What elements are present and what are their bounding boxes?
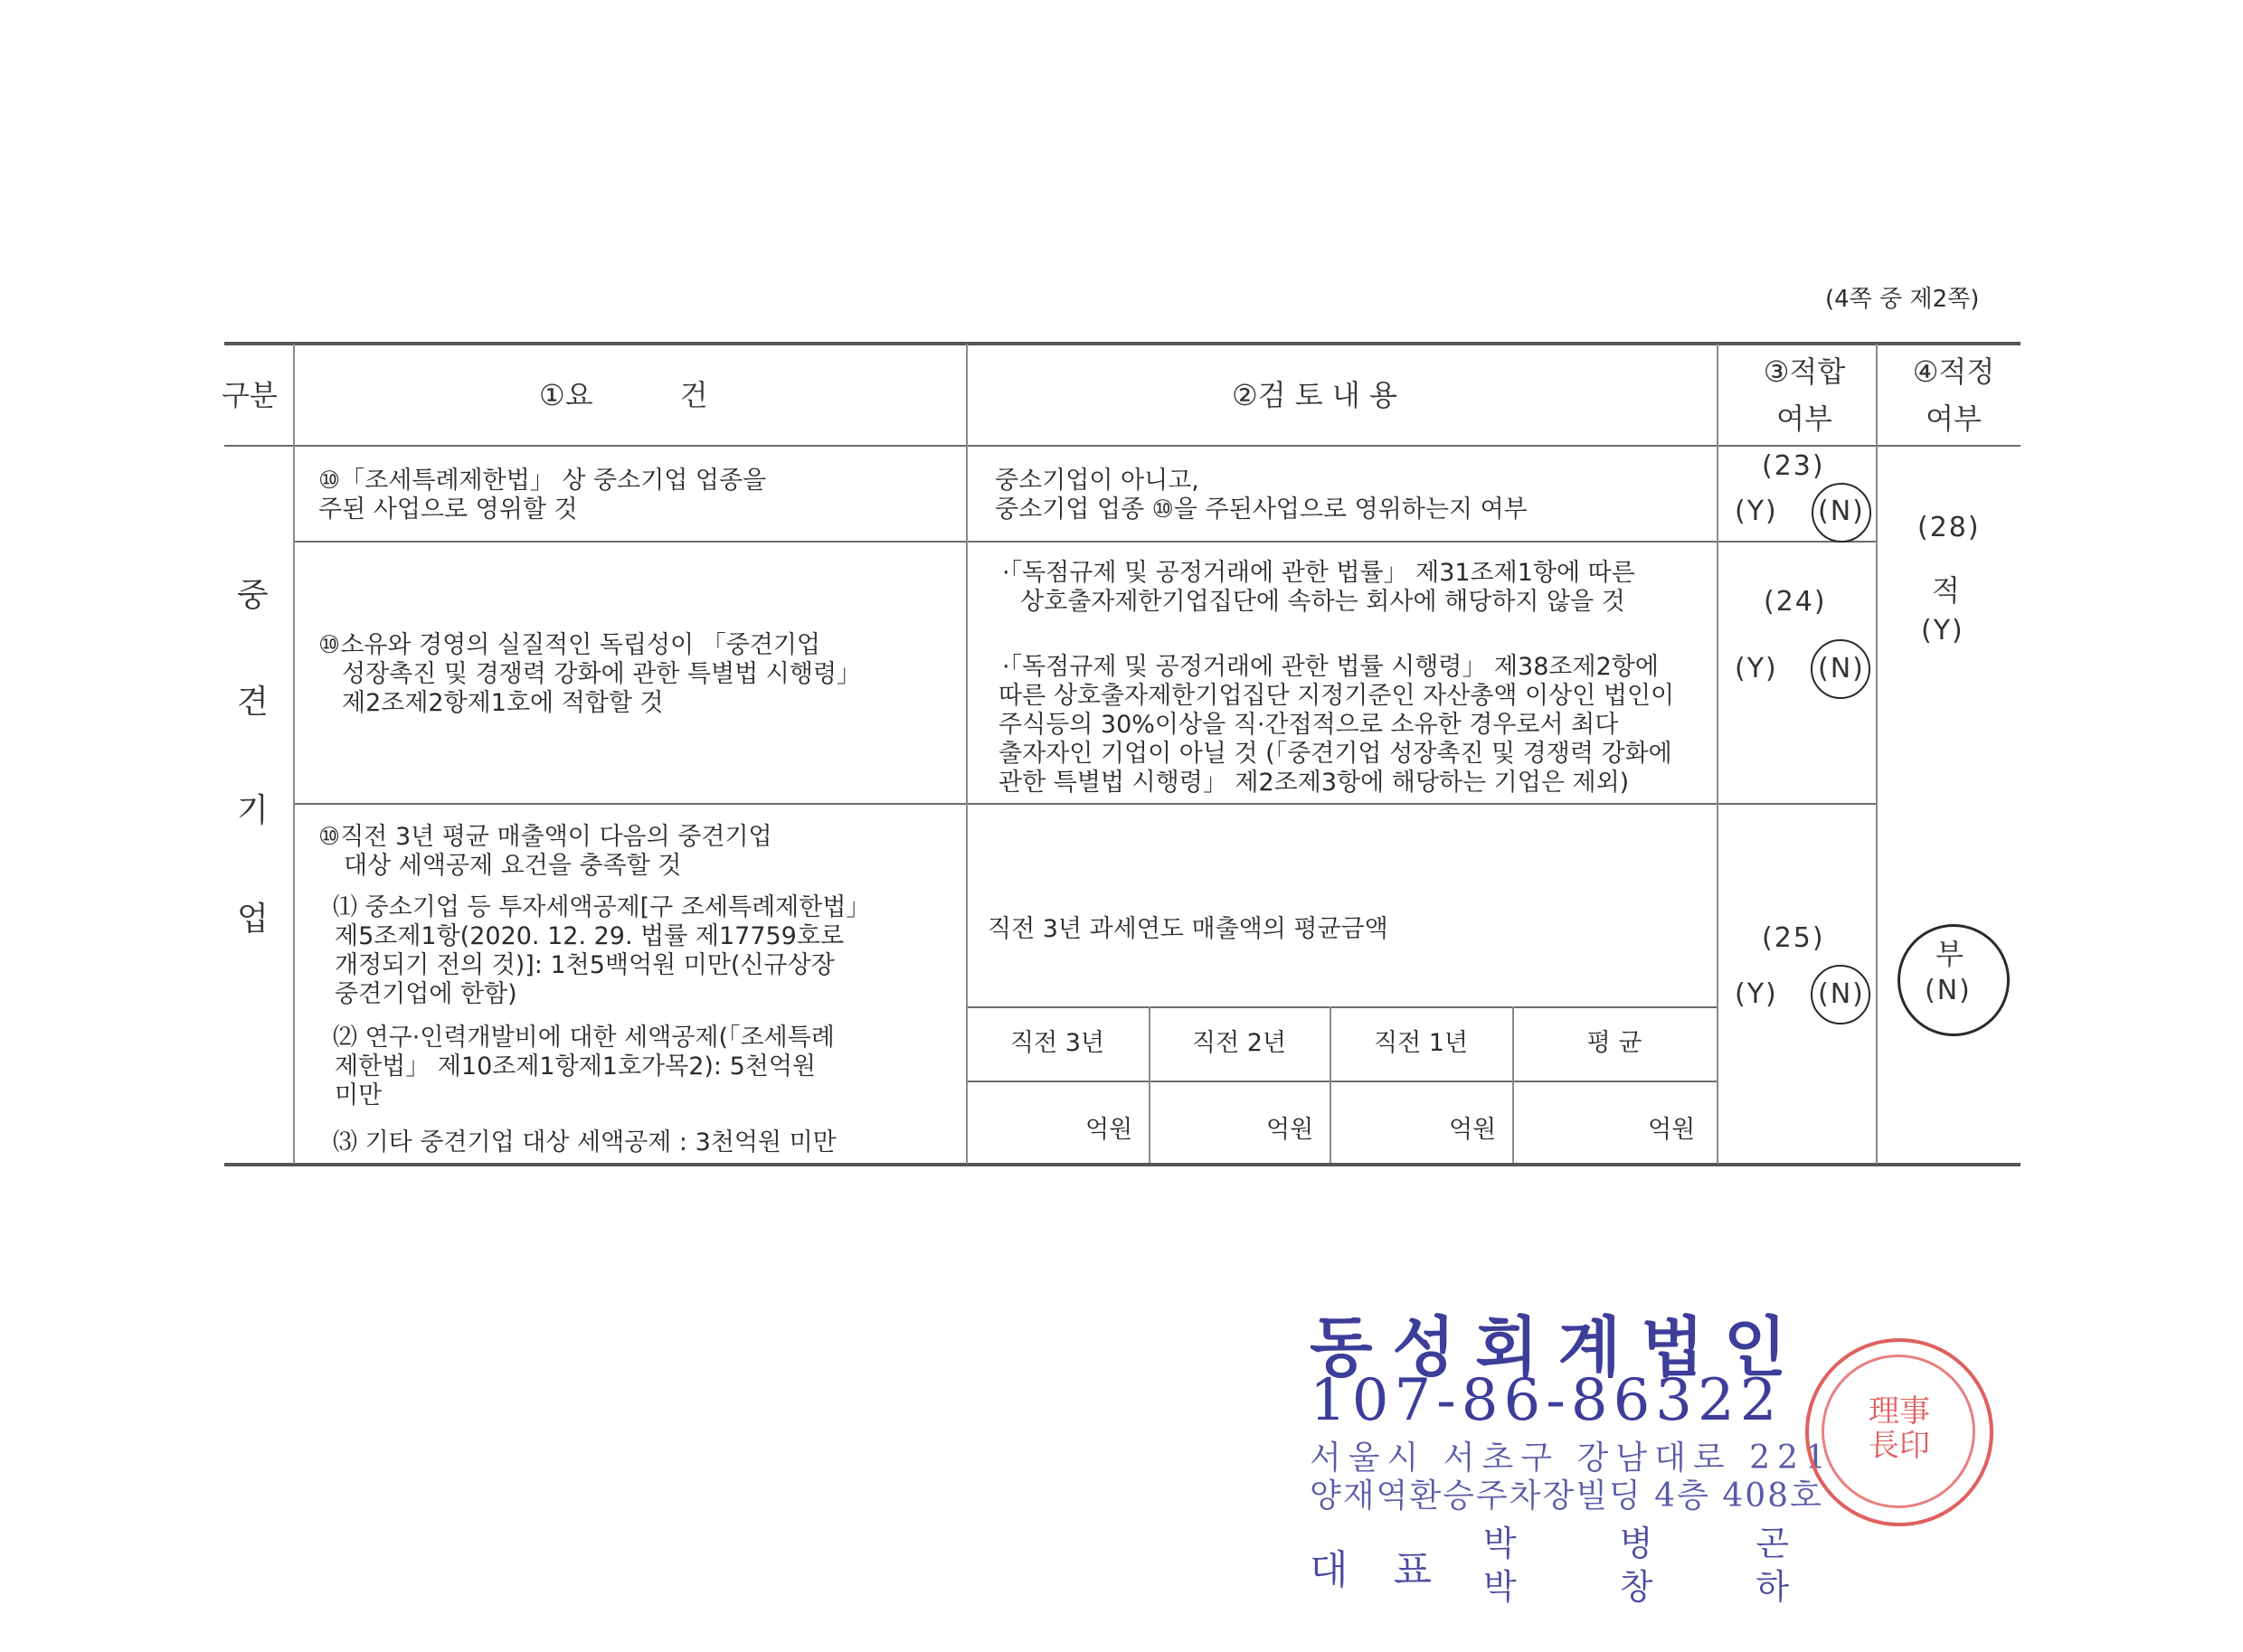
header-review: ②검 토 내 용 [1232,378,1397,412]
table-bottom-border [224,1163,2021,1166]
suitability-top-yn: (Y) [1921,615,1964,647]
row2-requirement-line3: 제2조제2항제1호에 적합할 것 [342,689,664,717]
stamp-address2: 양재역환승주차장빌딩 4층 408호 [1310,1477,1823,1515]
row3-item1-line4: 중견기업에 한함) [335,980,517,1008]
unit-year3: 억원 [1085,1116,1133,1144]
row1-review-line1: 중소기업이 아니고, [995,467,1199,495]
row3-item1-line2: 제5조제1항(2020. 12. 29. 법률 제17759호로 [335,922,845,950]
row3-item2-line3: 미만 [335,1081,383,1109]
suitability-bottom-value: 부 [1935,937,1964,971]
row2-n: (N) [1818,653,1865,684]
header-suitability: ④적정 여부 [1912,354,1995,436]
row3-n: (N) [1818,978,1865,1010]
stamp-firm-name: 동성회계법인 [1310,1308,1807,1385]
row2-review-b-line4: 출자자인 기업이 아닐 것 (「중견기업 성장촉진 및 경쟁력 강화에 [998,740,1672,768]
subheader-bottom [966,1081,1717,1082]
stamp-reg-no: 107-86-86322 [1310,1367,1783,1434]
row3-item3-line1: ⑶ 기타 중견기업 대상 세액공제 : 3천억원 미만 [333,1128,837,1156]
category-char-1: 중 [237,577,269,614]
subheader-year1: 직전 1년 [1373,1029,1468,1057]
row2-review-b-line3: 주식등의 30%이상을 직·간접적으로 소유한 경우로서 최다 [998,711,1619,739]
seal-text: 理事長印 [1869,1393,1930,1464]
row1-number: (23) [1762,450,1825,482]
page-indicator: (4쪽 중 제2쪽) [1825,286,1980,313]
col-divider-3 [1717,344,1718,1164]
header-divider [224,445,2021,447]
row1-requirement-line1: ⑩「조세특례제한법」 상 중소기업 업종을 [318,467,767,495]
stamp-rep1: 박 병 곤 [1483,1524,1790,1563]
row2-n-circle [1811,639,1870,699]
row3-item2-line2: 제한법」 제10조제1항제1호가목2): 5천억원 [335,1053,817,1081]
official-seal [1805,1338,1993,1526]
row2-requirement-line1: ⑩소유와 경영의 실질적인 독립성이 「중견기업 [318,631,821,659]
row3-number: (25) [1762,922,1825,954]
row3-item1-line1: ⑴ 중소기업 등 투자세액공제[구 조세특례제한법」 [333,893,871,921]
stamp-rep-label: 대 표 [1310,1547,1448,1593]
row3-item2-line1: ⑵ 연구·인력개발비에 대한 세액공제(「조세특례 [333,1024,835,1052]
subheader-average: 평 균 [1586,1029,1642,1057]
suitability-number: (28) [1917,512,1981,543]
subheader-year3: 직전 3년 [1009,1029,1104,1057]
row1-y: (Y) [1735,496,1778,527]
row2-review-b-line5: 관한 특별법 시행령」 제2조제3항에 해당하는 기업은 제외) [998,769,1630,797]
row3-review: 직전 3년 과세연도 매출액의 평균금액 [988,915,1388,943]
row2-review-a-line2: 상호출자제한기업집단에 속하는 회사에 해당하지 않을 것 [1020,588,1625,616]
row1-requirement-line2: 주된 사업으로 영위할 것 [318,496,578,524]
stamp-rep2: 박 창 하 [1483,1567,1790,1607]
subheader-year2: 직전 2년 [1191,1029,1286,1057]
row3-n-circle [1811,965,1870,1024]
row2-divider [294,803,1876,805]
row1-divider [294,541,1876,543]
row2-review-a-line1: ·「독점규제 및 공정거래에 관한 법률」 제31조제1항에 따른 [1002,559,1635,587]
row2-y: (Y) [1735,653,1778,684]
row3-y: (Y) [1735,978,1778,1010]
col-divider-4 [1876,344,1878,1164]
unit-year1: 억원 [1449,1116,1497,1144]
table-top-border [224,342,2021,345]
row2-review-b-line1: ·「독점규제 및 공정거래에 관한 법률 시행령」 제38조제2항에 [1002,653,1659,681]
subheader-top [966,1006,1717,1008]
category-char-2: 견 [237,684,269,721]
suitability-top-value: 적 [1932,573,1960,608]
col-divider-1 [293,344,295,1164]
category-char-4: 업 [237,901,269,938]
row2-number: (24) [1764,586,1827,618]
row1-n: (N) [1818,496,1865,527]
row1-review-line2: 중소기업 업종 ⑩을 주된사업으로 영위하는지 여부 [995,496,1528,524]
stamp-address1: 서울시 서초구 강남대로 221 [1310,1440,1833,1477]
row3-requirement-head2: 대상 세액공제 요건을 충족할 것 [344,852,682,880]
row2-requirement-line2: 성장촉진 및 경쟁력 강화에 관한 특별법 시행령」 [342,660,862,688]
row3-requirement-head1: ⑩직전 3년 평균 매출액이 다음의 중견기업 [318,823,772,851]
row2-review-b-line2: 따른 상호출자제한기업집단 지정기준인 자산총액 이상인 법인이 [998,682,1675,710]
header-category: 구분 [222,378,278,412]
unit-year2: 억원 [1266,1116,1314,1144]
row3-item1-line3: 개정되기 전의 것)]: 1천5백억원 미만(신규상장 [335,951,835,979]
header-requirement: ①요 건 [539,378,708,412]
header-compliance: ③적합 여부 [1763,354,1846,436]
category-char-3: 기 [237,792,269,829]
suitability-bottom-yn: (N) [1925,975,1972,1006]
unit-average: 억원 [1648,1116,1696,1144]
row1-n-circle [1812,483,1871,543]
